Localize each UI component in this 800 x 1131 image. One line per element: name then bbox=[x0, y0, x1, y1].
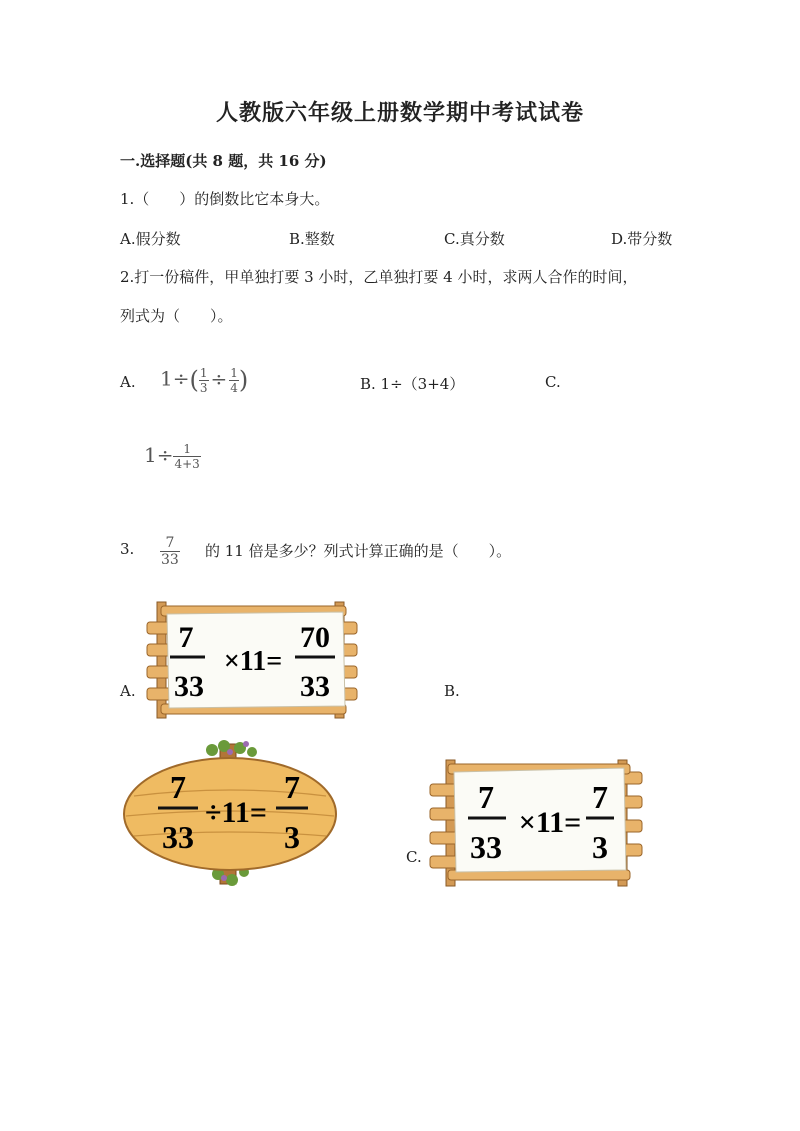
q1-option-a: A.假分数 bbox=[120, 230, 181, 248]
q1-option-b: B.整数 bbox=[289, 230, 335, 248]
q3-fraction: $\frac{7}{33}$ bbox=[161, 535, 179, 568]
sign-b-right-num: 7 bbox=[284, 769, 300, 805]
q3-option-b-label: B. bbox=[444, 682, 460, 700]
sign-c-left-den: 33 bbox=[470, 829, 502, 865]
q2-option-b: B. 1÷（3+4） bbox=[360, 375, 465, 393]
q2a-fraction-2: $\frac{1}{4}$ bbox=[230, 365, 238, 395]
q2a-lead: 1÷ bbox=[160, 366, 190, 391]
q2a-divide: ÷ bbox=[210, 366, 228, 391]
sign-b-right-den: 3 bbox=[284, 819, 300, 855]
sign-b-image bbox=[120, 740, 340, 888]
sign-b-left-num: 7 bbox=[170, 769, 186, 805]
sign-c-right-den: 3 bbox=[592, 829, 608, 865]
q2c-fraction: $\frac{1}{4+3}$ bbox=[174, 442, 200, 471]
q2-option-c-label: C. bbox=[545, 373, 561, 391]
sign-c-right-num: 7 bbox=[592, 779, 608, 815]
sign-c-operator: ×11= bbox=[518, 806, 582, 839]
sign-c-image bbox=[428, 758, 648, 888]
sign-b-left-den: 33 bbox=[162, 819, 194, 855]
sign-b-operator: ÷11= bbox=[205, 796, 267, 829]
sign-a-left-num: 7 bbox=[178, 621, 194, 654]
page-title: 人教版六年级上册数学期中考试试卷 bbox=[215, 100, 584, 126]
sign-c-left-num: 7 bbox=[478, 779, 494, 815]
q1-option-d: D.带分数 bbox=[611, 230, 673, 248]
sign-a-right-den: 33 bbox=[300, 670, 330, 703]
q3-option-c-label: C. bbox=[406, 848, 422, 866]
question-3-number: 3. bbox=[120, 540, 135, 558]
sign-a-left-den: 33 bbox=[174, 670, 204, 703]
sign-a-image bbox=[145, 600, 360, 720]
question-3-stem: 的 11 倍是多少？列式计算正确的是（ ）。 bbox=[205, 542, 512, 560]
q2a-close-paren: ) bbox=[238, 366, 249, 394]
question-2-stem-line2: 列式为（ ）。 bbox=[120, 307, 233, 325]
section-heading: 一.选择题(共 8 题，共 16 分) bbox=[120, 152, 327, 170]
q2-option-a-label: A. bbox=[120, 373, 136, 391]
q2-option-a-formula bbox=[160, 366, 248, 394]
question-1-stem: 1.（ ）的倒数比它本身大。 bbox=[120, 190, 330, 208]
q2-option-c-formula bbox=[144, 443, 201, 470]
q2a-open-paren: ( bbox=[189, 366, 199, 394]
sign-a-right-num: 70 bbox=[300, 621, 330, 654]
q2c-lead: 1÷ bbox=[144, 443, 174, 467]
question-2-stem-line1: 2.打一份稿件，甲单独打要 3 小时，乙单独打要 4 小时，求两人合作的时间， bbox=[120, 268, 638, 286]
q3-option-a-label: A. bbox=[120, 682, 136, 700]
q1-option-c: C.真分数 bbox=[444, 230, 505, 248]
sign-a-operator: ×11= bbox=[223, 646, 283, 677]
q2a-fraction-1: $\frac{1}{3}$ bbox=[199, 365, 208, 395]
